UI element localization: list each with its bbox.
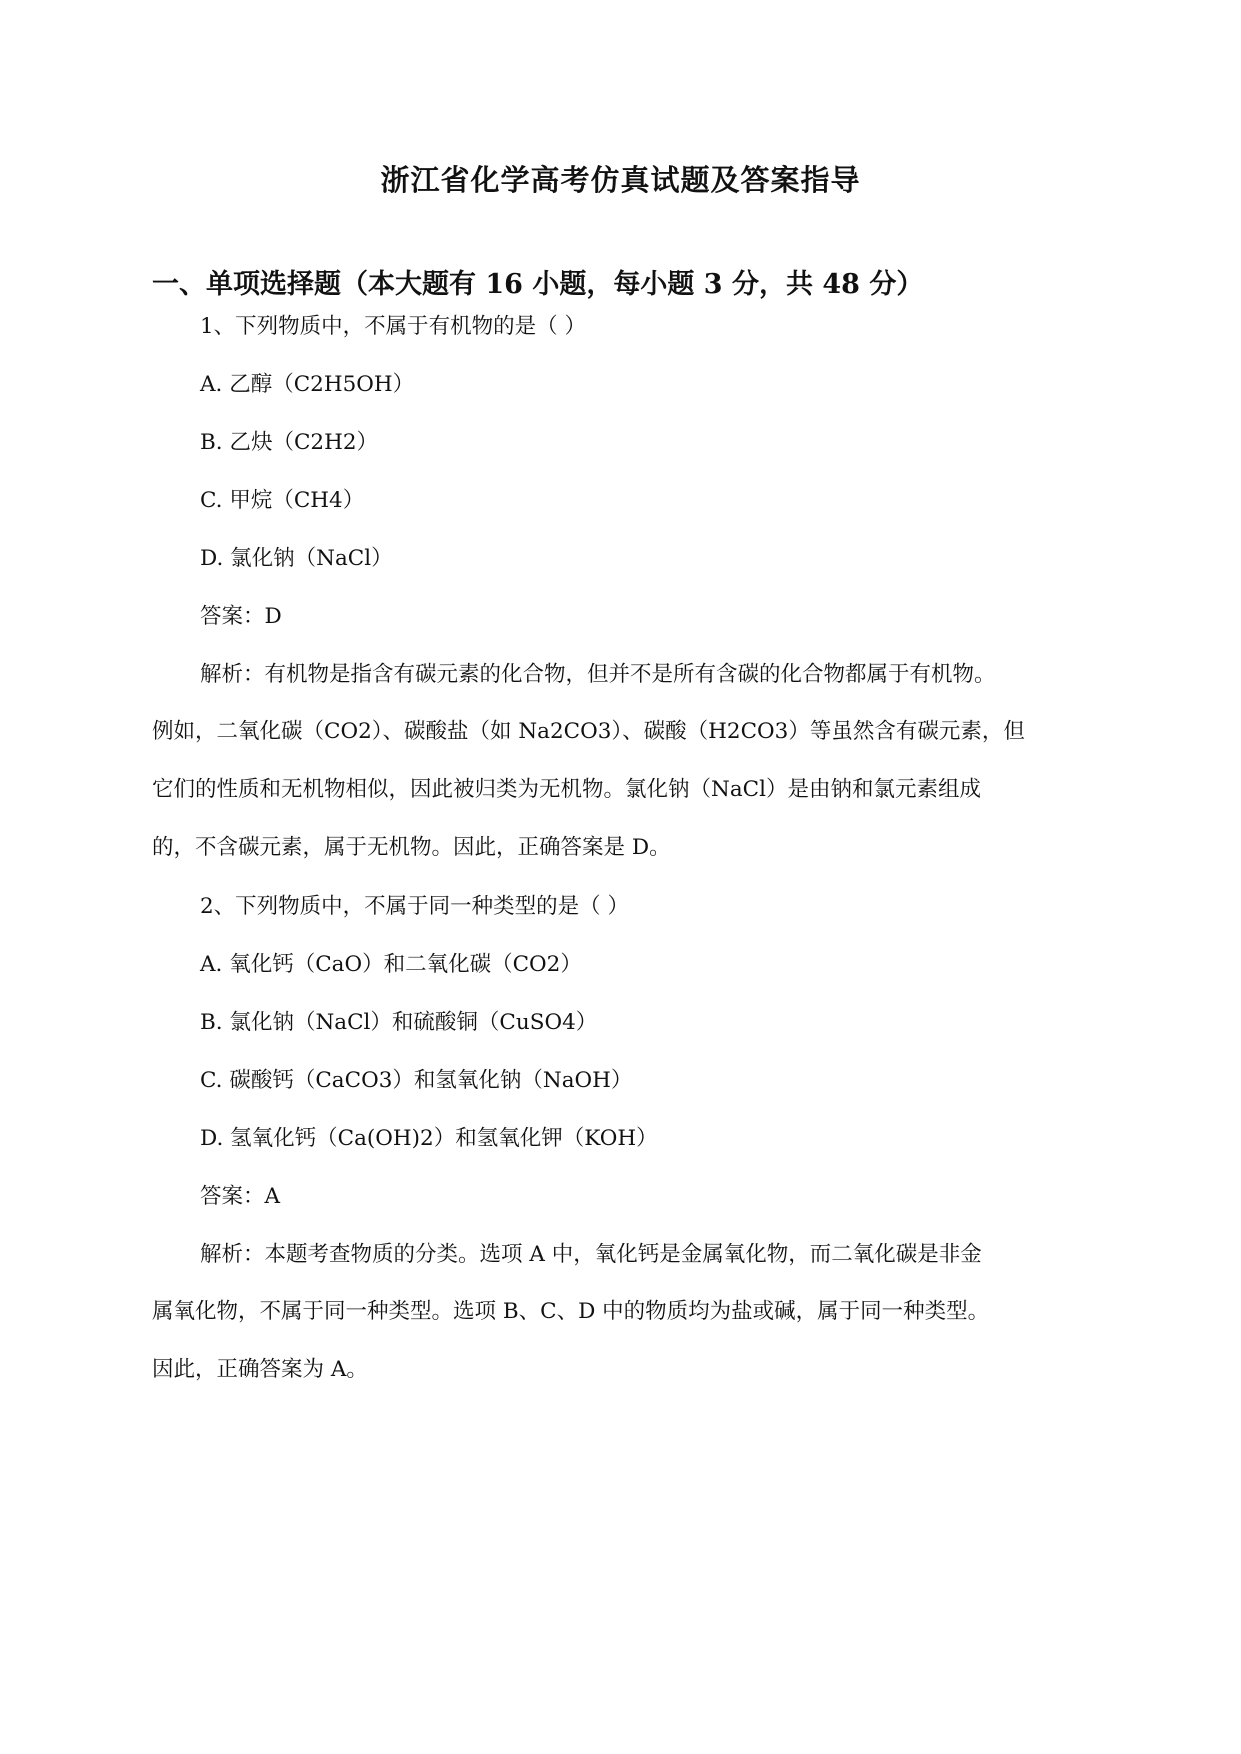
question-1-option-a: A. 乙醇（C2H5OH）	[200, 372, 415, 397]
question-2-option-b: B. 氯化钠（NaCl）和硫酸铜（CuSO4）	[200, 1010, 598, 1035]
question-2-option-a: A. 氧化钙（CaO）和二氧化碳（CO2）	[200, 952, 582, 977]
question-1-analysis-line-2: 例如，二氧化碳（CO2）、碳酸盐（如 Na2CO3）、碳酸（H2CO3）等虽然含有碳元素，但	[152, 719, 1025, 744]
question-1-analysis-line-4: 的，不含碳元素，属于无机物。因此，正确答案是 D。	[152, 835, 671, 860]
section-heading: 一、单项选择题（本大题有 16 小题，每小题 3 分，共 48 分）	[152, 269, 924, 300]
question-2-option-d: D. 氢氧化钙（Ca(OH)2）和氢氧化钾（KOH）	[200, 1126, 658, 1151]
question-1-stem: 1、下列物质中，不属于有机物的是（ ）	[200, 314, 587, 339]
question-1-analysis-line-3: 它们的性质和无机物相似，因此被归类为无机物。氯化钠（NaCl）是由钠和氯元素组成	[152, 777, 981, 802]
question-1-answer: 答案：D	[200, 604, 282, 629]
question-2-analysis-line-2: 属氧化物，不属于同一种类型。选项 B、C、D 中的物质均为盐或碱，属于同一种类型。	[152, 1299, 990, 1324]
question-1-analysis-line-1: 解析：有机物是指含有碳元素的化合物，但并不是所有含碳的化合物都属于有机物。	[200, 662, 996, 687]
question-1-option-c: C. 甲烷（CH4）	[200, 488, 365, 513]
question-2-analysis-line-3: 因此，正确答案为 A。	[152, 1357, 368, 1382]
question-2-answer: 答案：A	[200, 1184, 281, 1209]
page-title: 浙江省化学高考仿真试题及答案指导	[380, 163, 861, 197]
question-1-option-b: B. 乙炔（C2H2）	[200, 430, 379, 455]
question-2-stem: 2、下列物质中，不属于同一种类型的是（ ）	[200, 894, 630, 919]
question-1-option-d: D. 氯化钠（NaCl）	[200, 546, 393, 571]
question-2-analysis-line-1: 解析：本题考查物质的分类。选项 A 中，氧化钙是金属氧化物，而二氧化碳是非金	[200, 1242, 982, 1267]
question-2-option-c: C. 碳酸钙（CaCO3）和氢氧化钠（NaOH）	[200, 1068, 633, 1093]
